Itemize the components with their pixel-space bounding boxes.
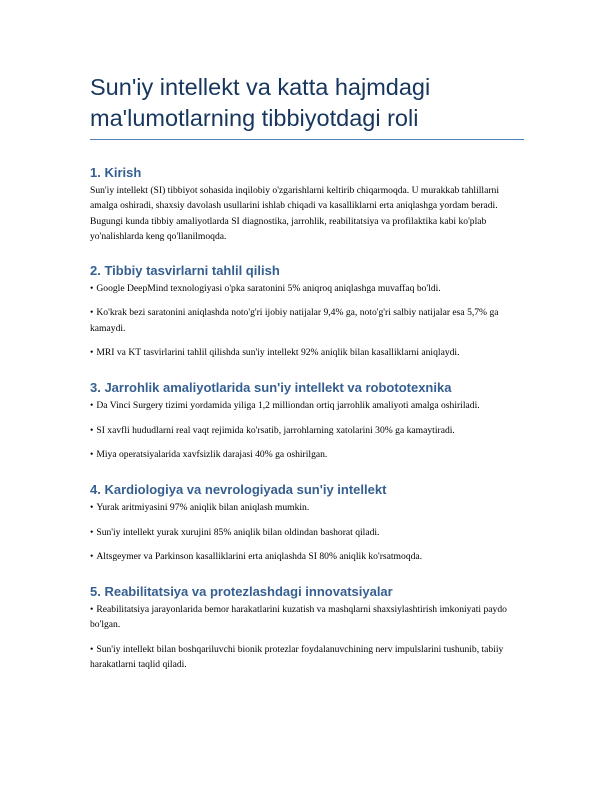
bullet-text: Da Vinci Surgery tizimi yordamida yiliga 1,2 milliondan ortiq jarrohlik amaliyoti amalga oshiriladi.	[96, 400, 480, 412]
bullet-item	[90, 345, 524, 360]
bullet-item	[90, 398, 524, 413]
section-cardiology-neurology	[90, 482, 524, 564]
bullet-point-icon: •	[90, 604, 94, 616]
bullet-text: Google DeepMind texnologiyasi o'pka saratonini 5% aniqroq aniqlashga muvaffaq bo'ldi.	[96, 283, 441, 295]
bullet-point-icon: •	[90, 502, 94, 514]
bullet-point-icon: •	[90, 643, 94, 655]
bullet-item	[90, 642, 524, 673]
bullet-item	[90, 549, 524, 564]
bullet-item	[90, 525, 524, 540]
section-introduction	[90, 165, 524, 244]
section-heading: 1. Kirish	[90, 165, 142, 180]
section-rehabilitation-prosthetics	[90, 584, 524, 672]
bullet-point-icon: •	[90, 424, 94, 436]
bullet-point-icon: •	[90, 307, 94, 319]
bullet-point-icon: •	[90, 448, 94, 460]
bullet-item	[90, 423, 524, 438]
document-title: Sun'iy intellekt va katta hajmdagi ma'lumotlarning tibbiyotdagi roli	[90, 72, 524, 140]
bullet-text: Reabilitatsiya jarayonlarida bemor harakatlarini kuzatish va mashqlarni shaxsiylashtirish imkoniyati paydo bo'lgan.	[90, 604, 507, 631]
bullet-point-icon: •	[90, 550, 94, 562]
section-heading: 3. Jarrohlik amaliyotlarida sun'iy intellekt va robototexnika	[90, 380, 452, 396]
bullet-item	[90, 500, 524, 515]
section-heading: 4. Kardiologiya va nevrologiyada sun'iy intellekt	[90, 482, 387, 498]
section-medical-imaging	[90, 263, 524, 360]
bullet-text: Ko'krak bezi saratonini aniqlashda noto'g'ri ijobiy natijalar 9,4% ga, noto'g'ri salbiy natijalar esa 5,7% ga kamaydi.	[90, 307, 499, 334]
bullet-text: Altsgeymer va Parkinson kasalliklarini erta aniqlashda SI 80% aniqlik ko'rsatmoqda.	[96, 550, 423, 562]
section-heading: 5. Reabilitatsiya va protezlashdagi innovatsiyalar	[90, 584, 393, 600]
bullet-point-icon: •	[90, 283, 94, 295]
section-paragraph: Sun'iy intellekt (SI) tibbiyot sohasida inqilobiy o'zgarishlarni keltirib chiqarmoqda. U murakkab tahlillarni amalga oshiradi, shaxsiy davolash usullarini ishlab chiqadi va kasalliklarni erta aniqlashga yordam beradi. Bugungi kunda tibbiy amaliyotlarda SI diagnostika, jarrohlik, reabilitatsiya va profilaktika kabi ko'plab yo'nalishlarda keng qo'llanilmoqda.	[90, 185, 499, 242]
bullet-text: SI xavfli hududlarni real vaqt rejimida ko'rsatib, jarrohlarning xatolarini 30% ga kamaytiradi.	[96, 424, 455, 436]
bullet-item	[90, 447, 524, 462]
bullet-item	[90, 602, 524, 633]
bullet-text: Yurak aritmiyasini 97% aniqlik bilan aniqlash mumkin.	[96, 502, 310, 514]
bullet-text: Sun'iy intellekt yurak xurujini 85% aniqlik bilan oldindan bashorat qiladi.	[96, 526, 380, 538]
document-page	[90, 72, 524, 672]
bullet-text: MRI va KT tasvirlarini tahlil qilishda sun'iy intellekt 92% aniqlik bilan kasalliklarni aniqlaydi.	[96, 347, 460, 359]
bullet-item	[90, 305, 524, 336]
section-heading: 2. Tibbiy tasvirlarni tahlil qilish	[90, 263, 280, 279]
bullet-text: Sun'iy intellekt bilan boshqariluvchi bionik protezlar foydalanuvchining nerv impulslarini tushunib, tabiiy harakatlarni taqlid qiladi.	[90, 643, 504, 671]
bullet-point-icon: •	[90, 347, 94, 359]
bullet-text: Miya operatsiyalarida xavfsizlik darajasi 40% ga oshirilgan.	[96, 448, 328, 460]
bullet-point-icon: •	[90, 400, 94, 412]
section-surgery-robotics	[90, 380, 524, 462]
bullet-point-icon: •	[90, 526, 94, 538]
bullet-item	[90, 281, 524, 296]
